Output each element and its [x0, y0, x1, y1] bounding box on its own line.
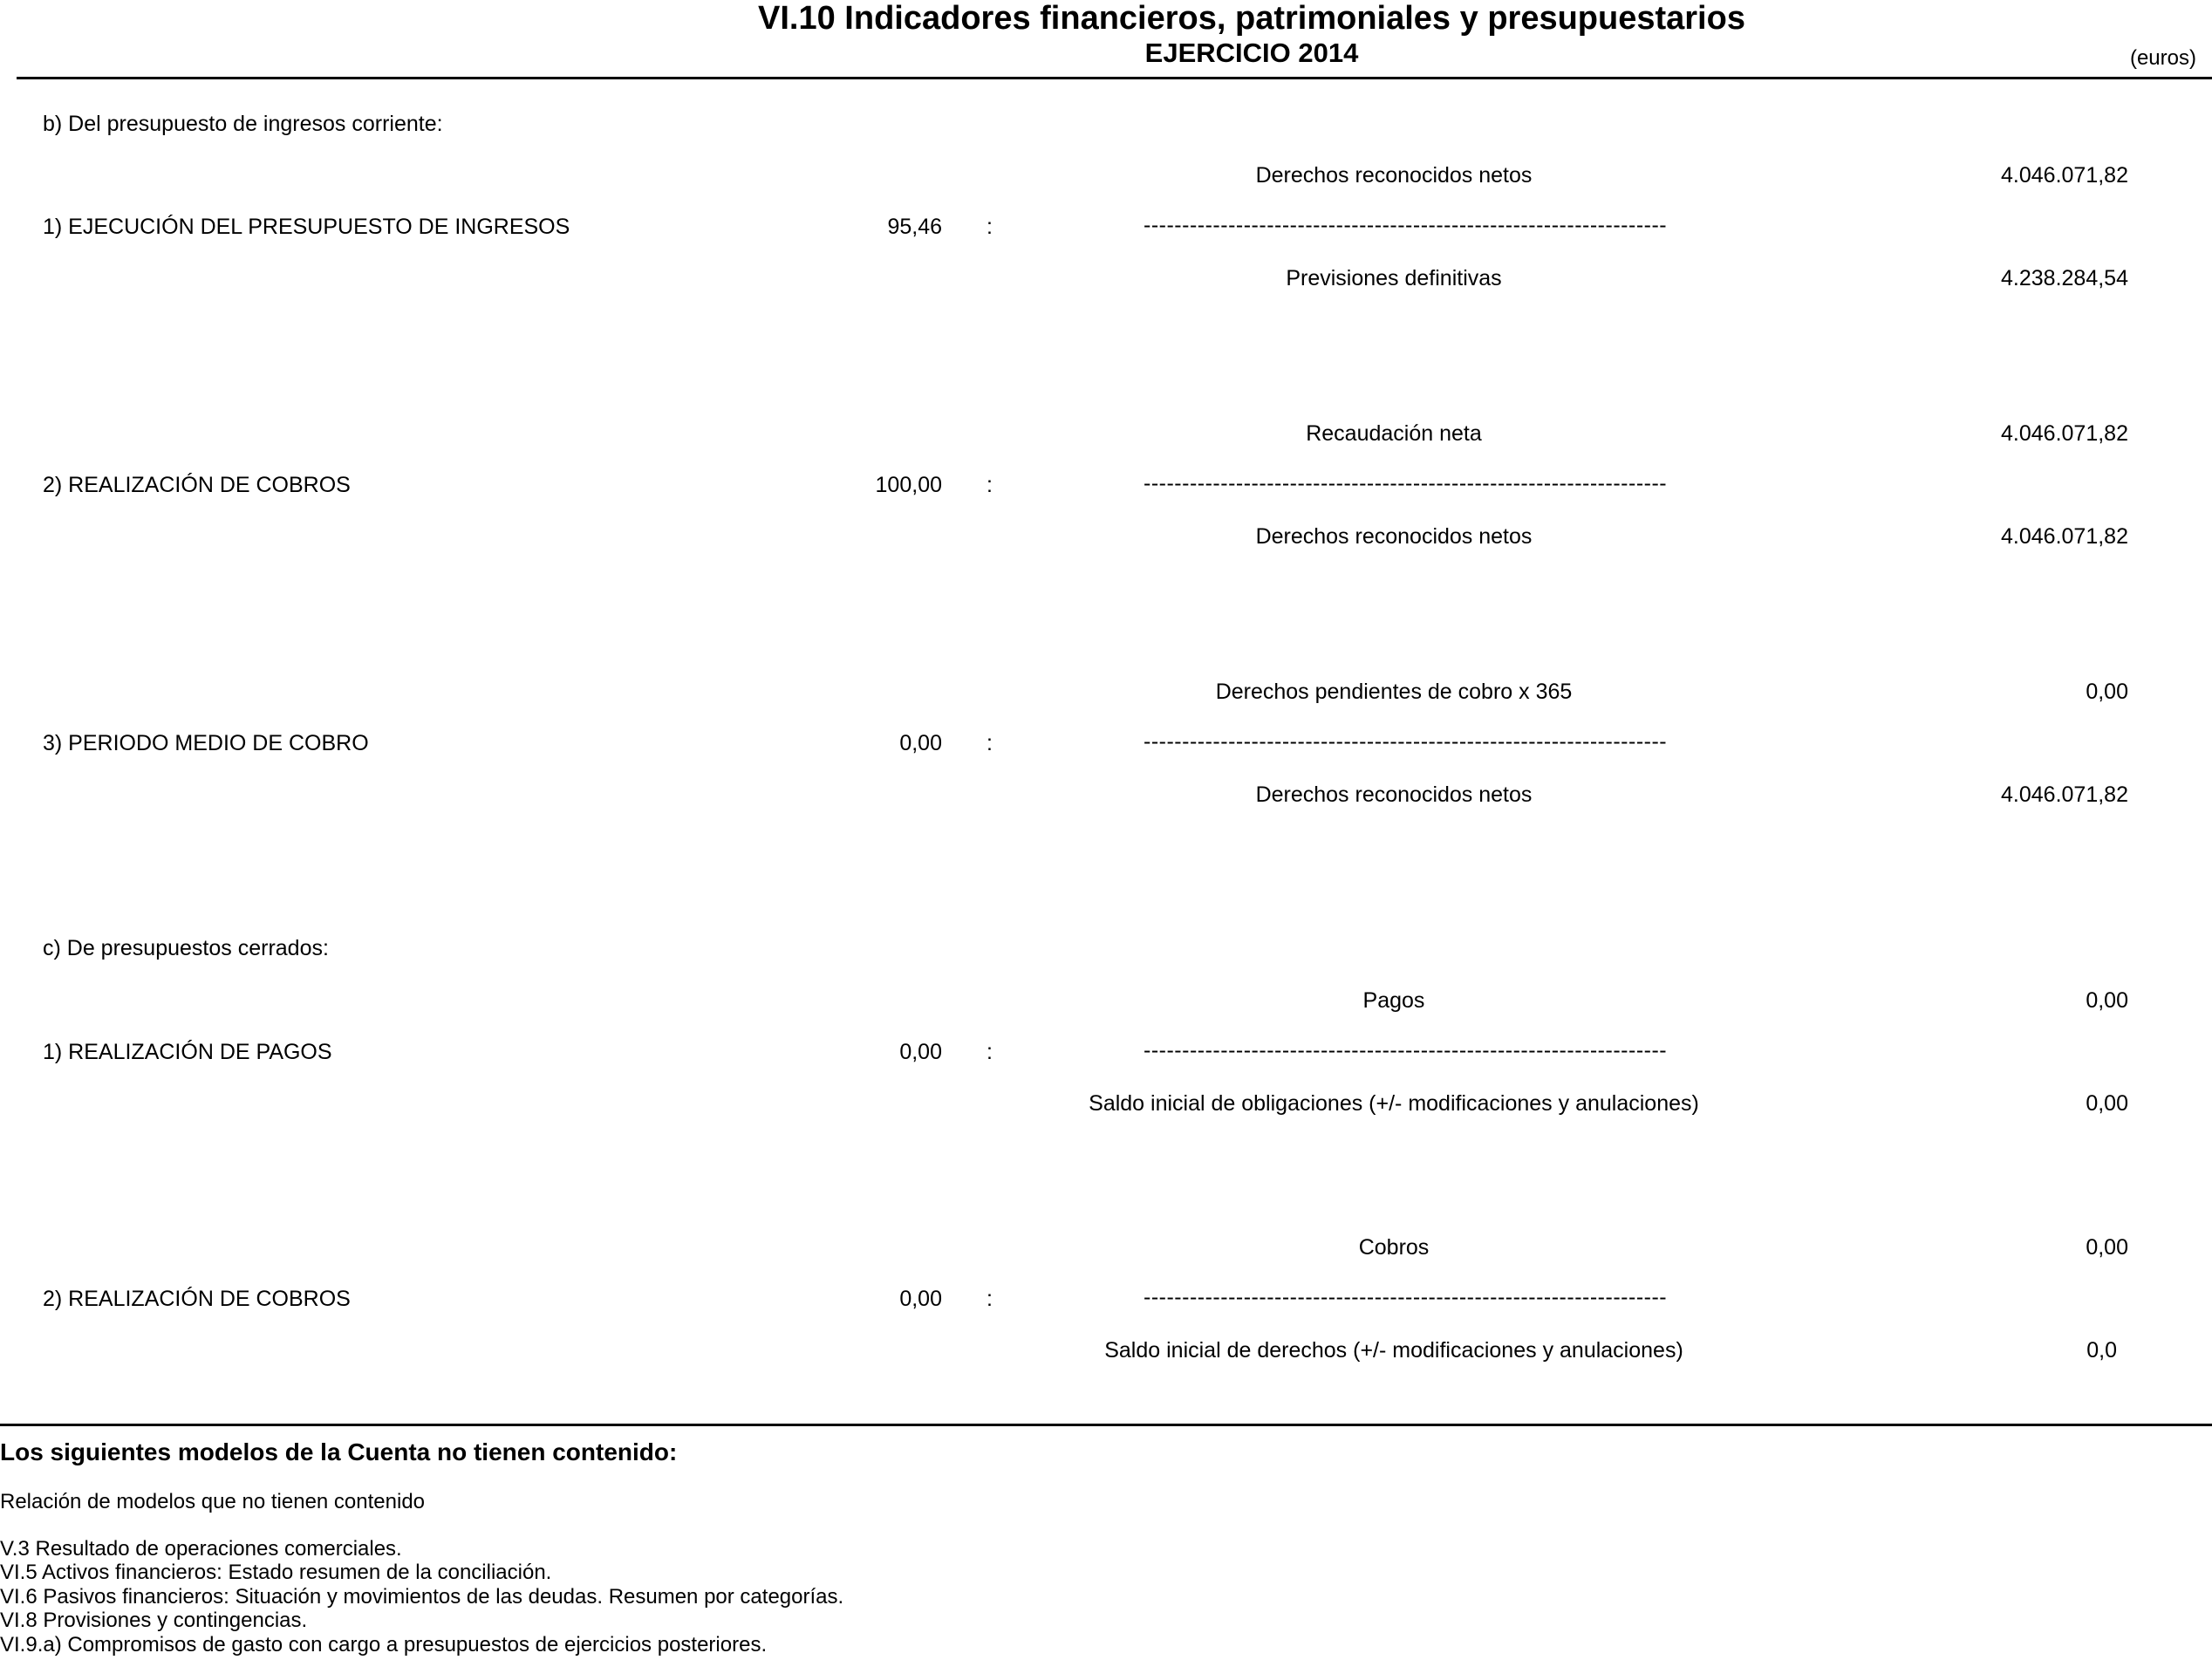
- page-title: VI.10 Indicadores financieros, patrimoniales y presupuestarios: [758, 0, 1745, 37]
- c1-indicator-label: 1) REALIZACIÓN DE PAGOS: [43, 1040, 332, 1064]
- c1-fraction-divider: --------------------------------------------------------------------: [1144, 1038, 1668, 1062]
- b2-fraction-divider: --------------------------------------------------------------------: [1144, 471, 1668, 495]
- b1-colon: :: [987, 215, 993, 239]
- b3-denominator-value: 4.046.071,82: [2001, 782, 2128, 807]
- b3-indicator-value: 0,00: [899, 731, 942, 755]
- page-subtitle: EJERCICIO 2014: [1144, 38, 1359, 68]
- b3-denominator-label: Derechos reconocidos netos: [1255, 782, 1533, 807]
- footer-list-item: VI.8 Provisiones y contingencias.: [0, 1609, 308, 1632]
- b1-denominator-label: Previsiones definitivas: [1286, 266, 1502, 290]
- c1-numerator-label: Pagos: [1362, 988, 1425, 1013]
- b2-indicator-value: 100,00: [875, 473, 942, 497]
- c2-indicator-value: 0,00: [899, 1287, 942, 1311]
- c1-colon: :: [987, 1040, 993, 1064]
- c2-colon: :: [987, 1287, 993, 1311]
- section-c-heading: c) De presupuestos cerrados:: [43, 936, 329, 960]
- c2-numerator-label: Cobros: [1358, 1235, 1430, 1260]
- c2-numerator-value: 0,00: [2086, 1235, 2128, 1260]
- section-b-heading: b) Del presupuesto de ingresos corriente:: [43, 112, 443, 136]
- footer-rule: [0, 1424, 2212, 1426]
- c2-indicator-label: 2) REALIZACIÓN DE COBROS: [43, 1287, 351, 1311]
- b3-fraction-divider: --------------------------------------------------------------------: [1144, 729, 1668, 754]
- footer-list-item: VI.9.a) Compromisos de gasto con cargo a presupuestos de ejercicios posteriores.: [0, 1633, 768, 1657]
- b2-denominator-value: 4.046.071,82: [2001, 524, 2128, 549]
- b2-numerator-label: Recaudación neta: [1306, 421, 1482, 446]
- b3-numerator-value: 0,00: [2086, 680, 2128, 704]
- units-label: (euros): [2129, 46, 2196, 70]
- b1-fraction-divider: --------------------------------------------------------------------: [1144, 213, 1668, 237]
- c1-denominator-label: Saldo inicial de obligaciones (+/- modificaciones y anulaciones): [1089, 1091, 1699, 1116]
- b2-denominator-label: Derechos reconocidos netos: [1255, 524, 1533, 549]
- header-rule: [17, 77, 2212, 79]
- footer-list-item: VI.6 Pasivos financieros: Situación y movimientos de las deudas. Resumen por categorías.: [0, 1585, 844, 1609]
- b1-denominator-value: 4.238.284,54: [2001, 266, 2128, 290]
- footer-list-item: VI.5 Activos financieros: Estado resumen de la conciliación.: [0, 1561, 552, 1584]
- b1-numerator-value: 4.046.071,82: [2001, 163, 2128, 188]
- c2-denominator-label: Saldo inicial de derechos (+/- modificaciones y anulaciones): [1104, 1338, 1683, 1363]
- b1-numerator-label: Derechos reconocidos netos: [1255, 163, 1533, 188]
- b2-indicator-label: 2) REALIZACIÓN DE COBROS: [43, 473, 351, 497]
- footer-title: Los siguientes modelos de la Cuenta no tienen contenido:: [0, 1438, 678, 1465]
- c1-indicator-value: 0,00: [899, 1040, 942, 1064]
- b1-indicator-label: 1) EJECUCIÓN DEL PRESUPUESTO DE INGRESOS: [43, 215, 570, 239]
- c1-numerator-value: 0,00: [2086, 988, 2128, 1013]
- c1-denominator-value: 0,00: [2086, 1091, 2128, 1116]
- b2-numerator-value: 4.046.071,82: [2001, 421, 2128, 446]
- b1-indicator-value: 95,46: [887, 215, 942, 239]
- c2-denominator-value: 0,0: [2086, 1338, 2117, 1363]
- footer-list-item: V.3 Resultado de operaciones comerciales.: [0, 1537, 402, 1561]
- b3-colon: :: [987, 731, 993, 755]
- c2-fraction-divider: --------------------------------------------------------------------: [1144, 1285, 1668, 1309]
- footer-subtitle: Relación de modelos que no tienen contenido: [0, 1490, 426, 1513]
- b3-indicator-label: 3) PERIODO MEDIO DE COBRO: [43, 731, 369, 755]
- b3-numerator-label: Derechos pendientes de cobro x 365: [1215, 680, 1573, 704]
- b2-colon: :: [987, 473, 993, 497]
